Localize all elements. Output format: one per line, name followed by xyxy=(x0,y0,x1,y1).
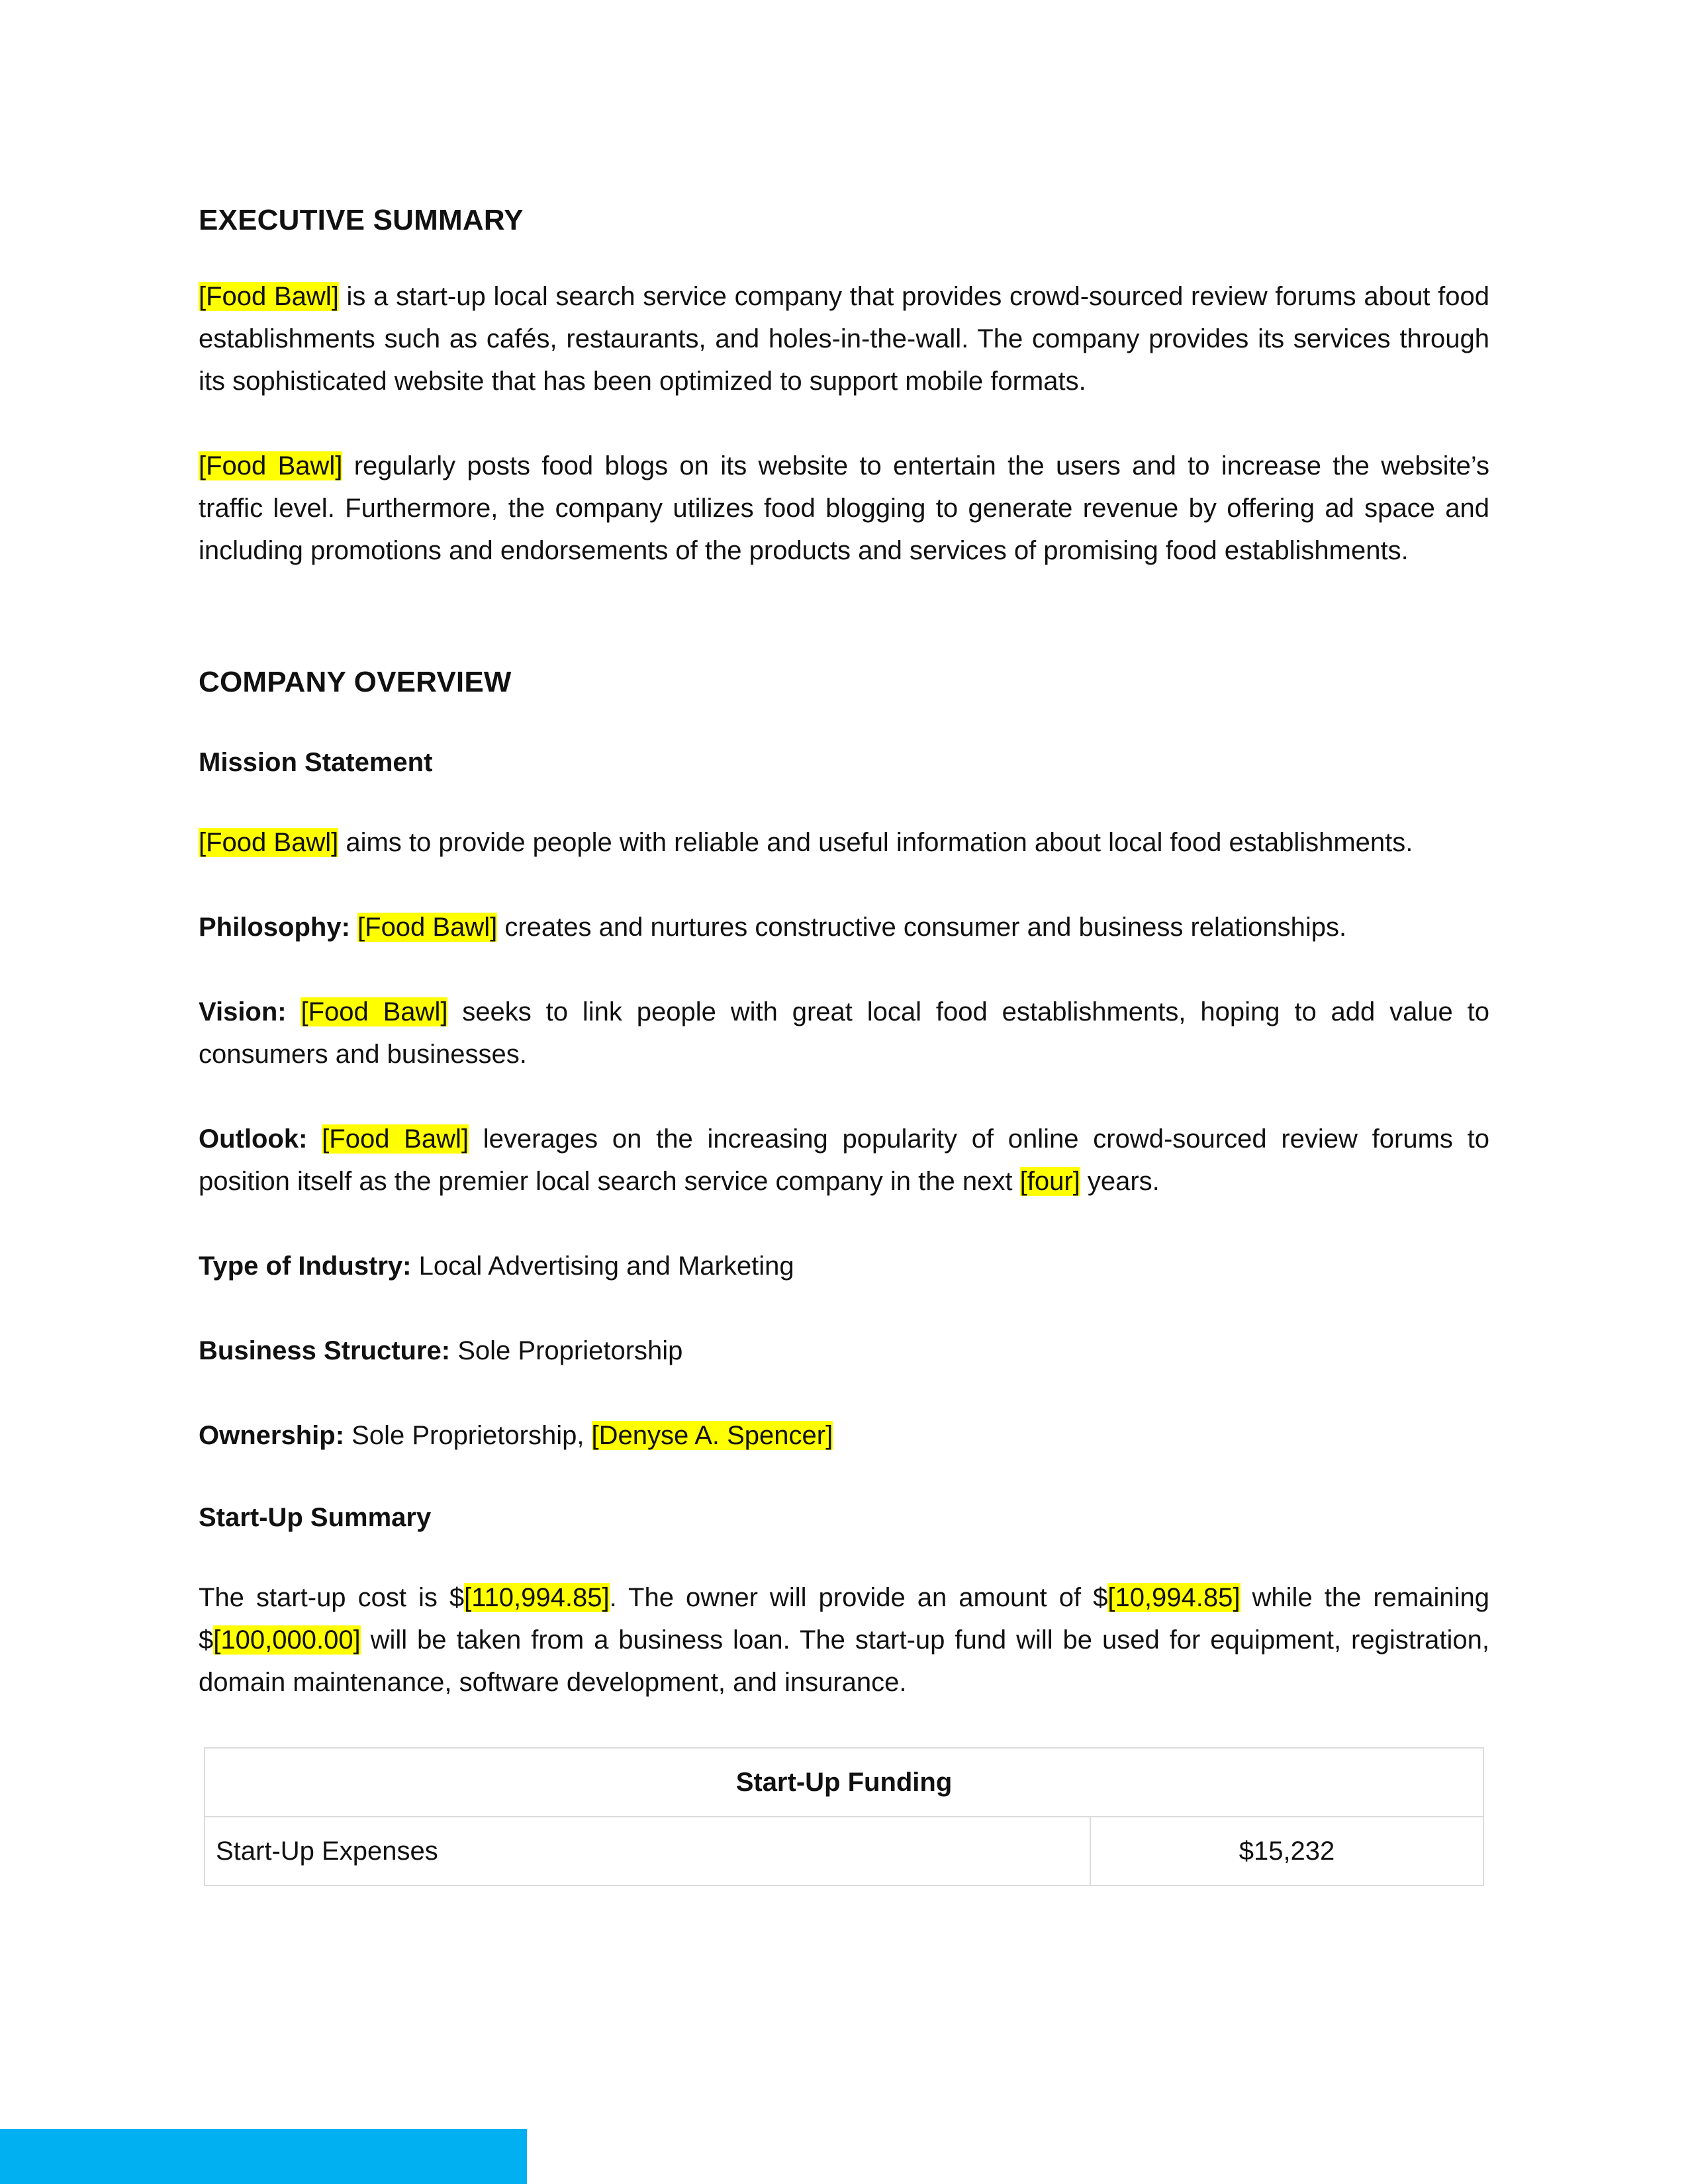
vision-label: Vision: xyxy=(199,997,287,1026)
table-row xyxy=(205,1817,1483,1886)
exec-summary-paragraph-1 xyxy=(199,275,1489,402)
table-header-row xyxy=(205,1748,1483,1817)
startup-text-2: . The owner will provide an amount of $ xyxy=(609,1583,1108,1612)
startup-text-3: while the remaining $ xyxy=(199,1583,1489,1655)
startup-funding-table xyxy=(204,1747,1484,1886)
business-structure-paragraph xyxy=(199,1330,1489,1372)
startup-cost-placeholder[interactable]: [110,994.85] xyxy=(464,1583,610,1612)
startup-text-1: The start-up cost is $ xyxy=(199,1583,465,1612)
industry-paragraph xyxy=(199,1245,1489,1287)
ownership-label: Ownership: xyxy=(199,1421,345,1450)
company-name-placeholder[interactable]: [Food Bawl] xyxy=(322,1124,469,1154)
outlook-label: Outlook: xyxy=(199,1124,308,1154)
table-title: Start-Up Funding xyxy=(205,1748,1483,1817)
company-name-placeholder[interactable]: [Food Bawl] xyxy=(199,828,339,857)
exec-summary-text-2: regularly posts food blogs on its website to entertain the users and to increase the website’s traffic level. Furthermore, the company utilizes food blogging to generate revenue by offering ad space and including promotions and endorsements of the products and services of promising food establishments. xyxy=(199,451,1489,565)
vision-paragraph xyxy=(199,991,1489,1075)
startup-summary-heading: Start-Up Summary xyxy=(199,1503,432,1532)
company-name-placeholder[interactable]: [Food Bawl] xyxy=(357,913,498,942)
mission-statement-heading: Mission Statement xyxy=(199,748,433,777)
exec-summary-text-1: is a start-up local search service company that provides crowd-sourced review forums about food establishments such as cafés, restaurants, and holes-in-the-wall. The company provides its services through its sophisticated website that has been optimized to support mobile formats. xyxy=(199,282,1489,396)
years-placeholder[interactable]: [four] xyxy=(1019,1167,1080,1196)
startup-text-4: will be taken from a business loan. The start-up fund will be used for equipment, registration, domain maintenance, software development, and insurance. xyxy=(199,1625,1489,1697)
company-name-placeholder[interactable]: [Food Bawl] xyxy=(301,997,448,1026)
philosophy-paragraph xyxy=(199,906,1489,948)
document-page xyxy=(199,192,1489,1886)
ownership-value: Sole Proprietorship, xyxy=(344,1421,592,1450)
table-cell-label[interactable]: Start-Up Expenses xyxy=(205,1817,1090,1886)
outlook-paragraph xyxy=(199,1118,1489,1203)
loan-amount-placeholder[interactable]: [100,000.00] xyxy=(213,1625,361,1655)
table-cell-value[interactable]: $15,232 xyxy=(1090,1817,1483,1886)
industry-value: Local Advertising and Marketing xyxy=(411,1251,794,1281)
philosophy-text: creates and nurtures constructive consumer and business relationships. xyxy=(497,913,1347,942)
owner-name-placeholder[interactable]: [Denyse A. Spencer] xyxy=(591,1421,833,1450)
outlook-text-2: years. xyxy=(1080,1167,1160,1196)
vision-text: seeks to link people with great local food establishments, hoping to add value to consumers and businesses. xyxy=(199,997,1489,1069)
company-name-placeholder[interactable]: [Food Bawl] xyxy=(199,282,339,311)
footer-accent-bar xyxy=(0,2129,527,2184)
industry-label: Type of Industry: xyxy=(199,1251,412,1281)
mission-paragraph xyxy=(199,821,1489,864)
outlook-text-1: leverages on the increasing popularity of online crowd-sourced review forums to position itself as the premier local search service company in the next xyxy=(199,1124,1489,1196)
company-overview-heading: COMPANY OVERVIEW xyxy=(199,666,512,698)
exec-summary-paragraph-2 xyxy=(199,445,1489,572)
company-name-placeholder[interactable]: [Food Bawl] xyxy=(199,451,343,480)
mission-text: aims to provide people with reliable and useful information about local food establishments. xyxy=(338,828,1413,857)
executive-summary-heading: EXECUTIVE SUMMARY xyxy=(199,204,524,236)
business-structure-value: Sole Proprietorship xyxy=(450,1336,683,1365)
startup-paragraph xyxy=(199,1576,1489,1704)
philosophy-label: Philosophy: xyxy=(199,913,350,942)
ownership-paragraph xyxy=(199,1414,1489,1457)
business-structure-label: Business Structure: xyxy=(199,1336,451,1365)
owner-amount-placeholder[interactable]: [10,994.85] xyxy=(1107,1583,1241,1612)
